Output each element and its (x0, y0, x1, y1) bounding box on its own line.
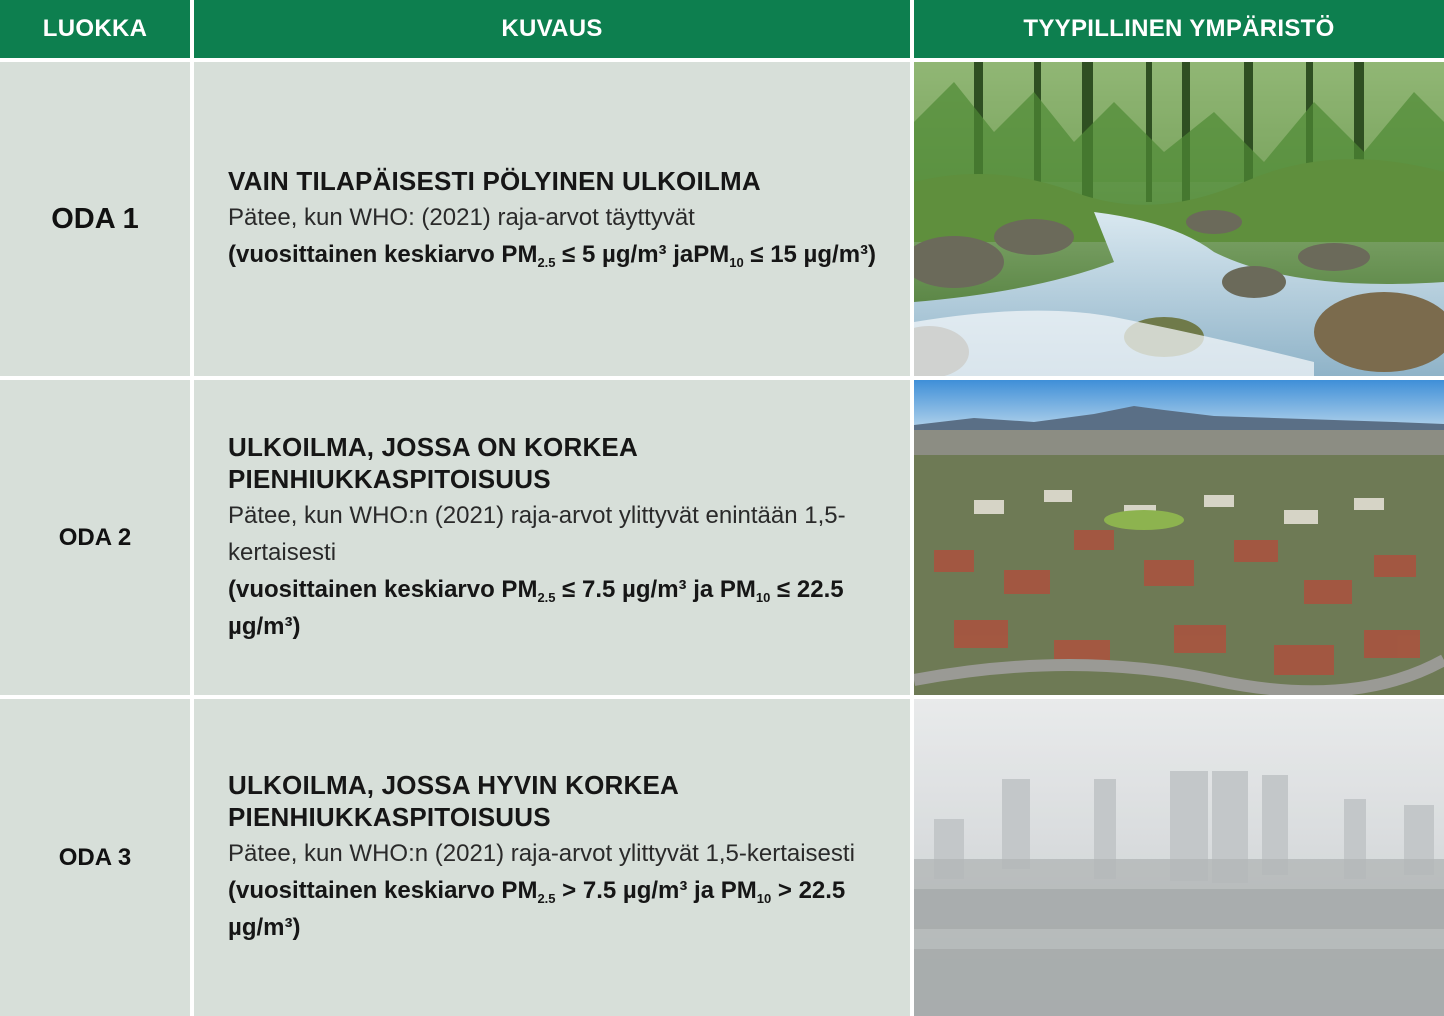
description-text: Pätee, kun WHO: (2021) raja-arvot täyttyvät (228, 204, 695, 231)
smoggy-city-photo (914, 699, 1444, 1016)
description-limits: (vuosittainen keskiarvo $PM_{2.5} \le 7.5$ µg/m³ ja $PM_{10} \le 22.5$ µg/m³) (228, 575, 844, 640)
forest-stream-photo (914, 62, 1444, 376)
description-oda-1 (194, 62, 910, 376)
suburban-aerial-photo (914, 380, 1444, 695)
header-class: LUOKKA (0, 0, 190, 58)
description-title: VAIN TILAPÄISESTI PÖLYINEN ULKOILMA (228, 166, 761, 196)
class-oda-2: ODA 2 (0, 380, 190, 695)
header-description: KUVAUS (194, 0, 910, 58)
description-oda-2 (194, 380, 910, 695)
class-oda-1: ODA 1 (0, 62, 190, 376)
description-text: Pätee, kun WHO:n (2021) raja-arvot ylittyvät 1,5-kertaisesti (228, 840, 855, 867)
description-title: ULKOILMA, JOSSA ON KORKEA PIENHIUKKASPITOISUUS (228, 431, 637, 494)
header-environment: TYYPILLINEN YMPÄRISTÖ (914, 0, 1444, 58)
class-oda-3: ODA 3 (0, 699, 190, 1016)
description-text: Pätee, kun WHO:n (2021) raja-arvot ylittyvät enintään 1,5-kertaisesti (228, 501, 846, 566)
description-oda-3 (194, 699, 910, 1016)
description-limits: (vuosittainen keskiarvo $PM_{2.5} > 7.5$ µg/m³ ja $PM_{10} > 22.5$ µg/m³) (228, 877, 846, 941)
description-title: ULKOILMA, JOSSA HYVIN KORKEA PIENHIUKKASPITOISUUS (228, 770, 679, 832)
description-limits: (vuosittainen keskiarvo $PM_{2.5} \le 5$ µg/m³ jaPM$_{10}$ ≤ 15 µg/m³) (228, 241, 877, 270)
